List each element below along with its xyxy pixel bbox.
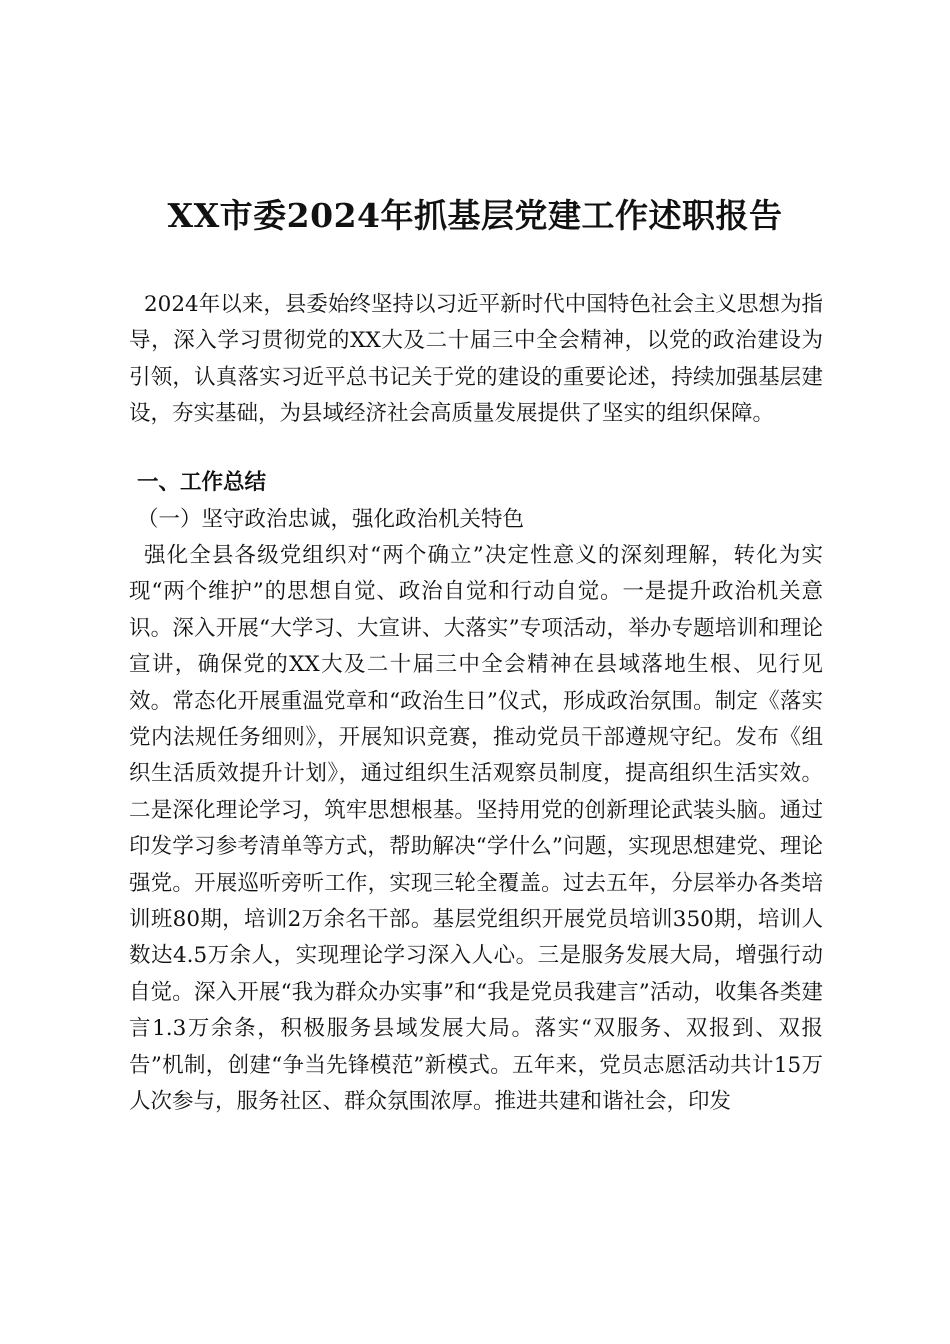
subsection-heading: （一）坚守政治忠诚，强化政治机关特色 [137,507,525,532]
document-title: XX市委2024年抓基层党建工作述职报告 [167,196,783,236]
intro-paragraph: 2024年以来，县委始终坚持以习近平新时代中国特色社会主义思想为指导，深入学习贯彻党的XX大及二十届三中全会精神，以党的政治建设为引领，认真落实习近平总书记关于党的建设的重要论述，持续加强基层建设，夯实基础，为县域经济社会高质量发展提供了坚实的组织保障。 [129,292,823,427]
section-heading: 一、工作总结 [137,470,267,495]
body-paragraph: 强化全县各级党组织对“两个确立”决定性意义的深刻理解，转化为实现“两个维护”的思想自觉、政治自觉和行动自觉。一是提升政治机关意识。深入开展“大学习、大宣讲、大落实”专项活动，举办专题培训和理论宣讲，确保党的XX大及二十届三中全会精神在县域落地生根、见行见效。常态化开展重温党章和“政治生日”仪式，形成政治氛围。制定《落实党内法规任务细则》，开展知识竞赛，推动党员干部遵规守纪。发布《组织生活质效提升计划》，通过组织生活观察员制度，提高组织生活实效。二是深化理论学习，筑牢思想根基。坚持用党的创新理论武装头脑。通过印发学习参考清单等方式，帮助解决“学什么”问题，实现思想建党、理论强党。开展巡听旁听工作，实现三轮全覆盖。过去五年，分层举办各类培训班80期，培训2万余名干部。基层党组织开展党员培训350期，培训人数达4.5万余人，实现理论学习深入人心。三是服务发展大局，增强行动自觉。深入开展“我为群众办实事”和“我是党员我建言”活动，收集各类建言1.3万余条，积极服务县域发展大局。落实“双服务、双报到、双报告”机制，创建“争当先锋模范”新模式。五年来，党员志愿活动共计15万人次参与，服务社区、群众氛围浓厚。推进共建和谐社会，印发 [129,543,823,1115]
